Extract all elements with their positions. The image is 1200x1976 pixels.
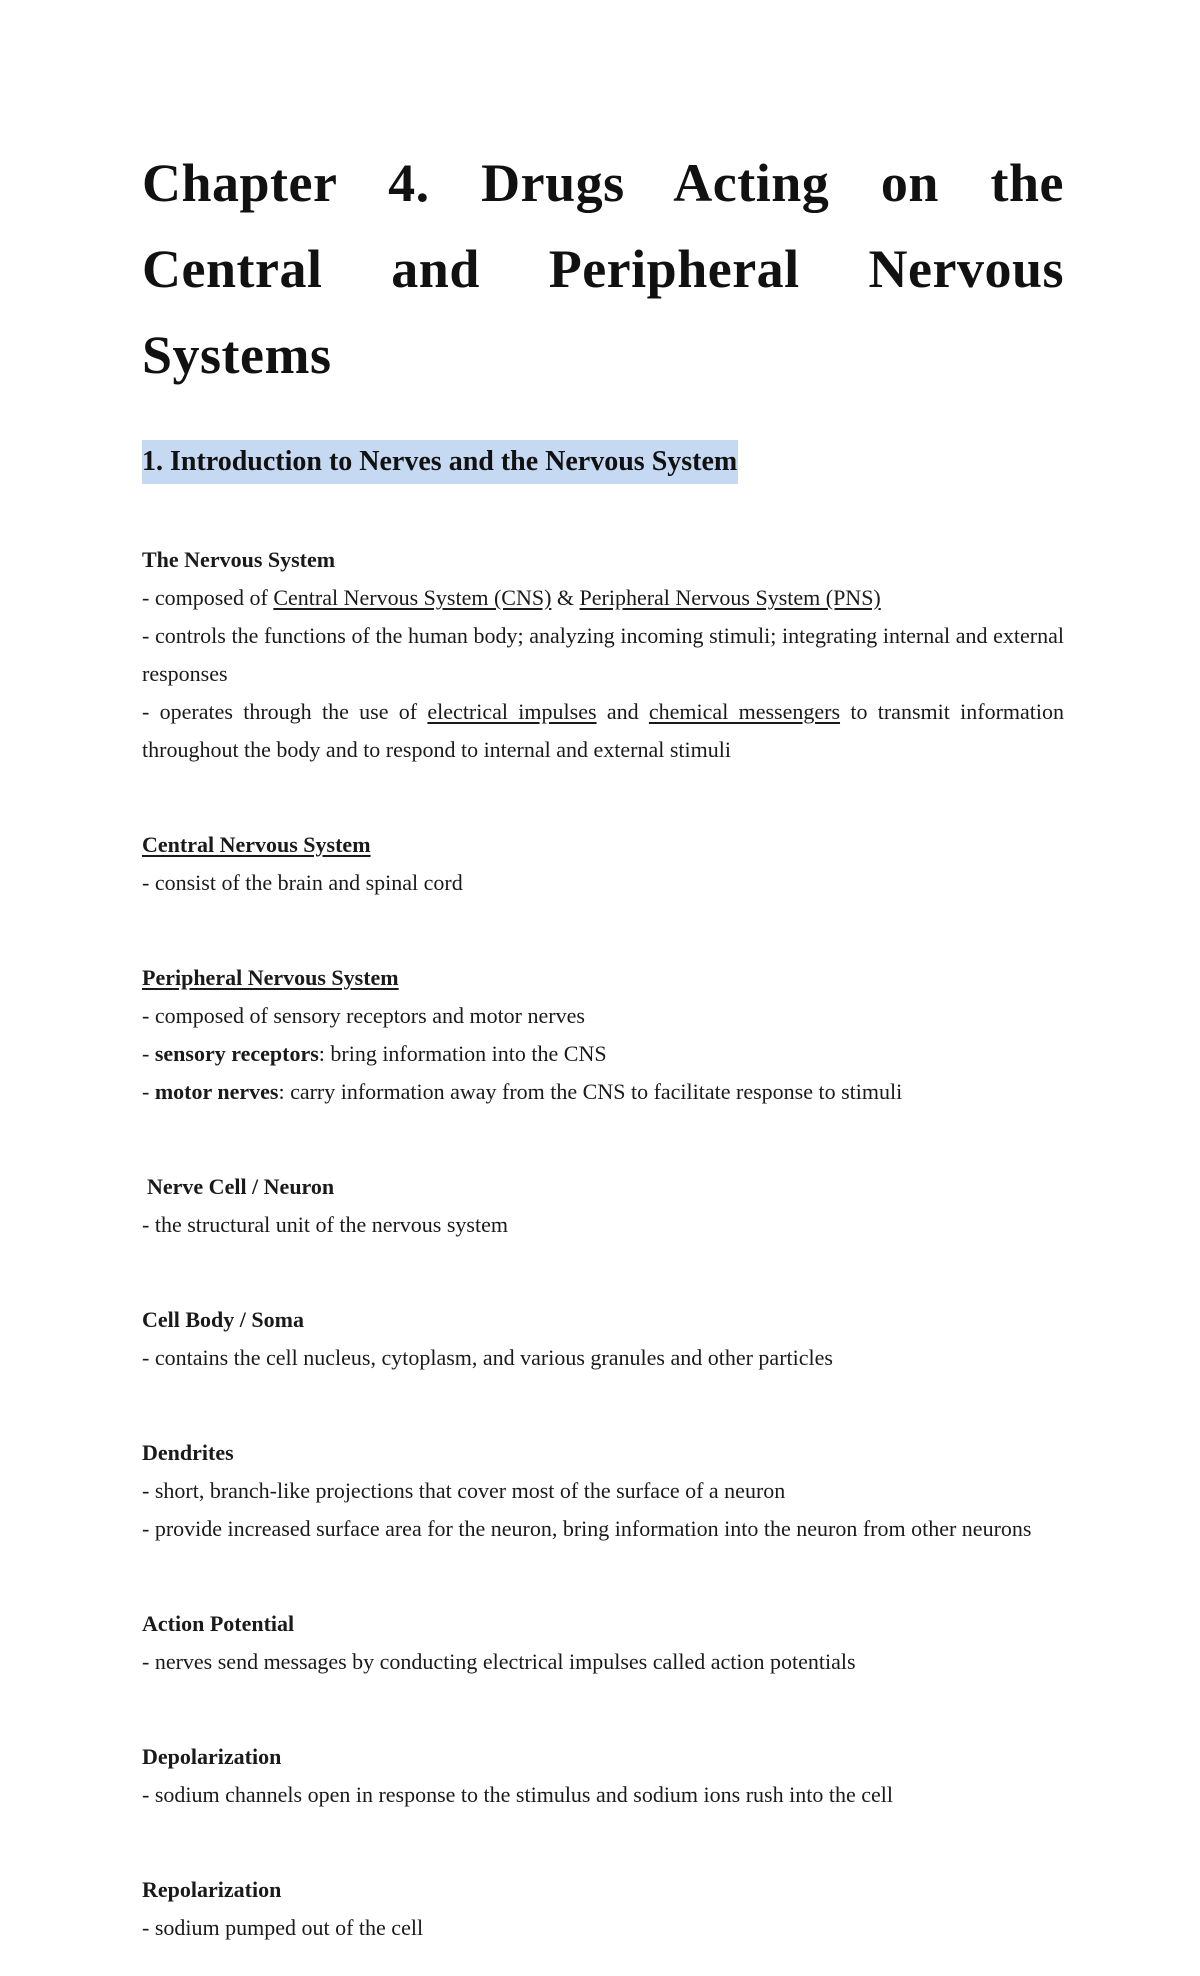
neuron-block — [142, 1168, 1064, 1244]
document-page — [142, 140, 1064, 1947]
dendrites-block — [142, 1434, 1064, 1548]
motor-nerves-term: motor nerves — [154, 1079, 279, 1104]
cns-term-underlined: Central Nervous System (CNS) — [273, 585, 552, 610]
nervous-system-line-2: - controls the functions of the human body; analyzing incoming stimuli; integrating internal and external responses — [142, 623, 1064, 686]
depolarization-block — [142, 1738, 1064, 1814]
cns-block — [142, 826, 1064, 902]
dendrites-title: Dendrites — [142, 1440, 234, 1465]
soma-title: Cell Body / Soma — [142, 1307, 304, 1332]
text-segment: to transmit information throughout the body and to respond to internal and external stimuli — [142, 699, 1065, 762]
depolarization-line-1: - sodium channels open in response to the stimulus and sodium ions rush into the cell — [142, 1782, 893, 1807]
text-segment: - — [142, 1079, 155, 1104]
pns-term-underlined: Peripheral Nervous System (PNS) — [579, 585, 881, 610]
repolarization-block — [142, 1871, 1064, 1947]
depolarization-title: Depolarization — [142, 1744, 282, 1769]
chapter-title: Chapter 4. Drugs Acting on the Central and Peripheral Nervous Systems — [142, 153, 1064, 385]
section-heading: 1. Introduction to Nerves and the Nervous System — [142, 440, 738, 484]
text-segment: : carry information away from the CNS to facilitate response to stimuli — [278, 1079, 903, 1104]
pns-line-3 — [142, 1073, 1064, 1111]
cns-line-1: - consist of the brain and spinal cord — [142, 870, 463, 895]
nervous-system-line-3 — [142, 693, 1064, 769]
nervous-system-block — [142, 541, 1064, 769]
repolarization-title: Repolarization — [142, 1877, 282, 1902]
nervous-system-line-1 — [142, 579, 1064, 617]
text-segment: - composed of — [142, 585, 274, 610]
action-potential-line-1: - nerves send messages by conducting electrical impulses called action potentials — [142, 1649, 856, 1674]
neuron-line-1: - the structural unit of the nervous system — [142, 1212, 508, 1237]
text-segment: & — [551, 585, 580, 610]
text-segment: : bring information into the CNS — [318, 1041, 607, 1066]
dendrites-line-2: - provide increased surface area for the neuron, bring information into the neuron from other neurons — [142, 1516, 1032, 1541]
action-potential-block — [142, 1605, 1064, 1681]
action-potential-title: Action Potential — [142, 1611, 295, 1636]
cns-title: Central Nervous System — [142, 832, 371, 857]
pns-block — [142, 959, 1064, 1111]
soma-line-1: - contains the cell nucleus, cytoplasm, and various granules and other particles — [142, 1345, 833, 1370]
pns-title: Peripheral Nervous System — [142, 965, 399, 990]
repolarization-line-1: - sodium pumped out of the cell — [142, 1915, 424, 1940]
nervous-system-title: The Nervous System — [142, 547, 336, 572]
text-segment: and — [596, 699, 649, 724]
pns-line-2 — [142, 1035, 1064, 1073]
pns-line-1: - composed of sensory receptors and motor nerves — [142, 1003, 585, 1028]
neuron-title: Nerve Cell / Neuron — [147, 1174, 335, 1199]
sensory-receptors-term: sensory receptors — [154, 1041, 319, 1066]
text-segment: - — [142, 1041, 155, 1066]
soma-block — [142, 1301, 1064, 1377]
text-segment: - operates through the use of — [142, 699, 428, 724]
chemical-messengers-term: chemical messengers — [648, 699, 841, 724]
section-heading-wrap — [142, 440, 1064, 484]
dendrites-line-1: - short, branch-like projections that cover most of the surface of a neuron — [142, 1478, 786, 1503]
electrical-impulses-term: electrical impulses — [427, 699, 597, 724]
